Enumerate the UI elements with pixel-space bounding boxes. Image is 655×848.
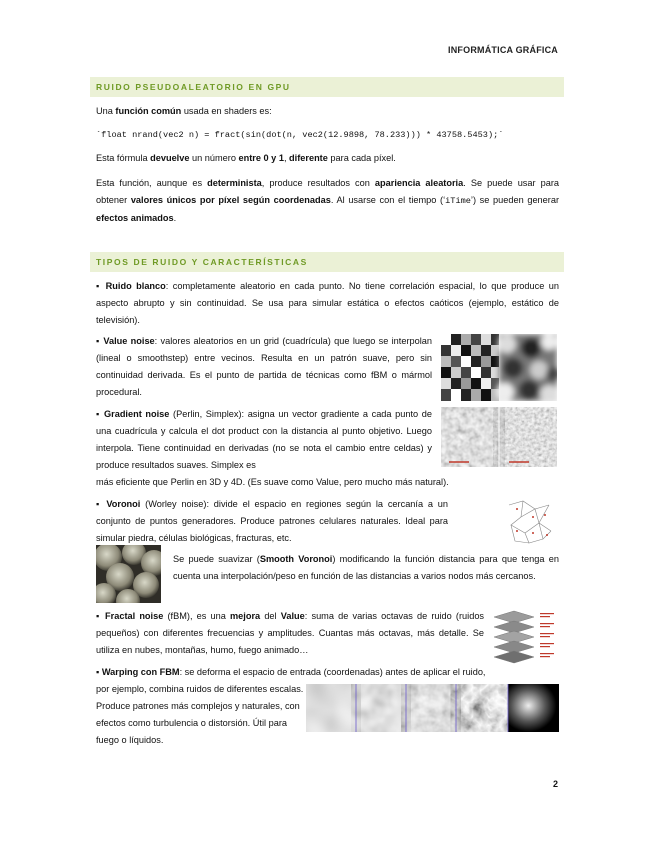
warping-paragraph-rest: por ejemplo, combina ruidos de diferentes escalas. Produce patrones más complejos y naturales, con efectos como turbulencia o distorsión. Útil para fuego o líquidos.	[96, 684, 304, 745]
warping-paragraph-first-line: ▪ Warping con FBM: se deforma el espacio de entrada (coordenadas) antes de aplicar el ruido,	[96, 667, 486, 677]
paragraph: Esta función, aunque es determinista, produce resultados con apariencia aleatoria. Se puede usar para obtener valores únicos por píxel según coordenadas. Al usarse con el tiempo (‘iTime’) se pueden generar efectos animados.	[96, 178, 560, 223]
gradient-noise-paragraph: ▪ Gradient noise (Perlin, Simplex): asigna un vector gradiente a cada punto de una cuadrícula y calcula el dot product con la distancia al punto objetivo. Luego interpola. Tiene continuidad en derivadas (no se nota el cambio entre celdas) y produce resultados suaves. Simplex es	[96, 409, 433, 470]
voronoi-diagram	[505, 495, 557, 547]
fractal-noise-paragraph: ▪ Fractal noise (fBM), es una mejora del Value: suma de varias octavas de ruido (ruidos pequeños) con diferentes frecuencias y amplitudes. Cuantas más octavas, más detalle. Se utiliza en nubes, montañas, humo, fuego animado…	[96, 611, 485, 655]
gradient-noise-continuation: más eficiente que Perlin en 3D y 4D. (Es suave como Value, pero mucho más natural).	[96, 477, 449, 487]
section-heading: RUIDO PSEUDOALEATORIO EN GPU	[90, 77, 564, 97]
white-noise-paragraph: ▪ Ruido blanco: completamente aleatorio en cada punto. No tiene correlación espacial, lo que produce un aspecto abrupto y sin continuidad. Se usa para simular estática o efectos caóticos (ejemplo, estático de televisión).	[96, 281, 559, 325]
paragraph: Esta fórmula devuelve un número entre 0 y 1, diferente para cada píxel.	[96, 153, 396, 163]
value-noise-paragraph: ▪ Value noise: valores aleatorios en un grid (cuadrícula) que luego se interpolan (lineal o smoothstep) entre vecinos. Resulta en un patrón suave, pero sin continuidad derivada. Es el punto de partida de técnicas como fBM o mármol procedural.	[96, 336, 432, 397]
smooth-voronoi-paragraph: Se puede suavizar (Smooth Voronoi) modificando la función distancia para que tenga en cuenta una interpolación/peso en función de las distancias a varios nodos más cercanos.	[173, 554, 559, 581]
paragraph: Una función común usada en shaders es:	[96, 106, 272, 116]
code-line: `float nrand(vec2 n) = fract(sin(dot(n, vec2(12.9898, 78.233))) * 43758.5453);`	[96, 130, 504, 140]
voronoi-paragraph: ▪ Voronoi (Worley noise): divide el espacio en regiones según la cercanía a un conjunto de puntos generadores. Produce patrones celulares naturales. Ideal para simular piedra, células biológicas, fracturas, etc.	[96, 499, 448, 543]
running-header: INFORMÁTICA GRÁFICA	[448, 45, 558, 55]
value-noise-image	[441, 334, 557, 401]
fractal-octaves-image	[492, 609, 560, 665]
section-heading: TIPOS DE RUIDO Y CARACTERÍSTICAS	[90, 252, 564, 272]
smooth-voronoi-image	[96, 545, 161, 603]
gradient-noise-image	[441, 407, 557, 467]
warping-fbm-image	[306, 684, 559, 732]
page-number: 2	[552, 779, 558, 789]
